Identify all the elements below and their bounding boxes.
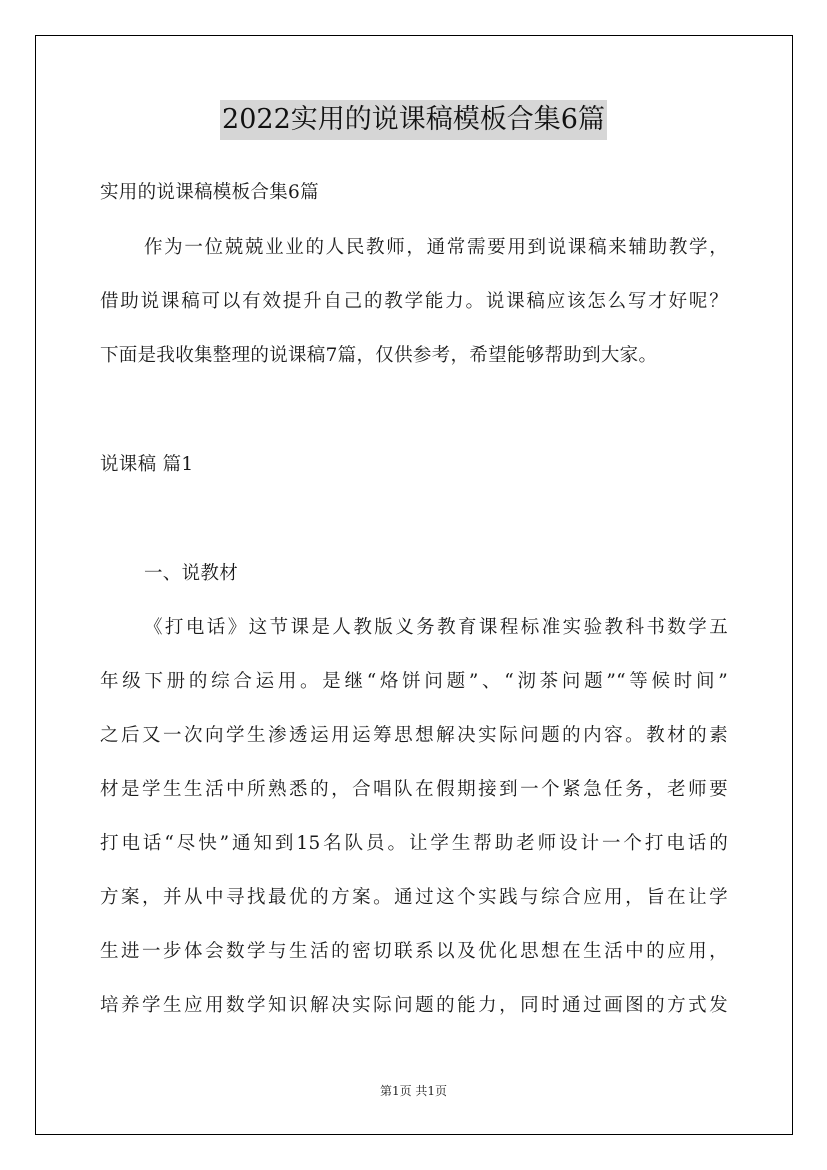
body-line-8: 培养学生应用数学知识解决实际问题的能力，同时通过画图的方式发 — [100, 995, 728, 1016]
body-line-6: 方案，并从中寻找最优的方案。通过这个实践与综合应用，旨在让学 — [100, 887, 728, 908]
subheading: 一、说教材 — [144, 563, 239, 584]
intro-line-3: 下面是我收集整理的说课稿7篇，仅供参考，希望能够帮助到大家。 — [100, 345, 658, 366]
section-heading: 说课稿 篇1 — [100, 454, 194, 475]
document-title — [0, 100, 827, 142]
body-line-1: 《打电话》这节课是人教版义务教育课程标准实验教科书数学五 — [144, 617, 728, 638]
page-footer: 第1页 共1页 — [379, 1084, 448, 1098]
body-line-7: 生进一步体会数学与生活的密切联系以及优化思想在生活中的应用， — [100, 941, 728, 962]
intro-line-2: 借助说课稿可以有效提升自己的教学能力。说课稿应该怎么写才好呢？ — [100, 291, 728, 312]
document-title-text: 2022实用的说课稿模板合集6篇 — [220, 100, 607, 140]
body-line-4: 材是学生生活中所熟悉的，合唱队在假期接到一个紧急任务，老师要 — [100, 779, 728, 800]
intro-line-1: 作为一位兢兢业业的人民教师，通常需要用到说课稿来辅助教学， — [144, 237, 728, 258]
body-line-3: 之后又一次向学生渗透运用运筹思想解决实际问题的内容。教材的素 — [100, 725, 728, 746]
body-line-2: 年级下册的综合运用。是继“烙饼问题”、“沏茶问题”“等候时间” — [100, 671, 728, 692]
document-subtitle: 实用的说课稿模板合集6篇 — [100, 182, 319, 203]
body-line-5: 打电话“尽快”通知到15名队员。让学生帮助老师设计一个打电话的 — [100, 833, 728, 854]
